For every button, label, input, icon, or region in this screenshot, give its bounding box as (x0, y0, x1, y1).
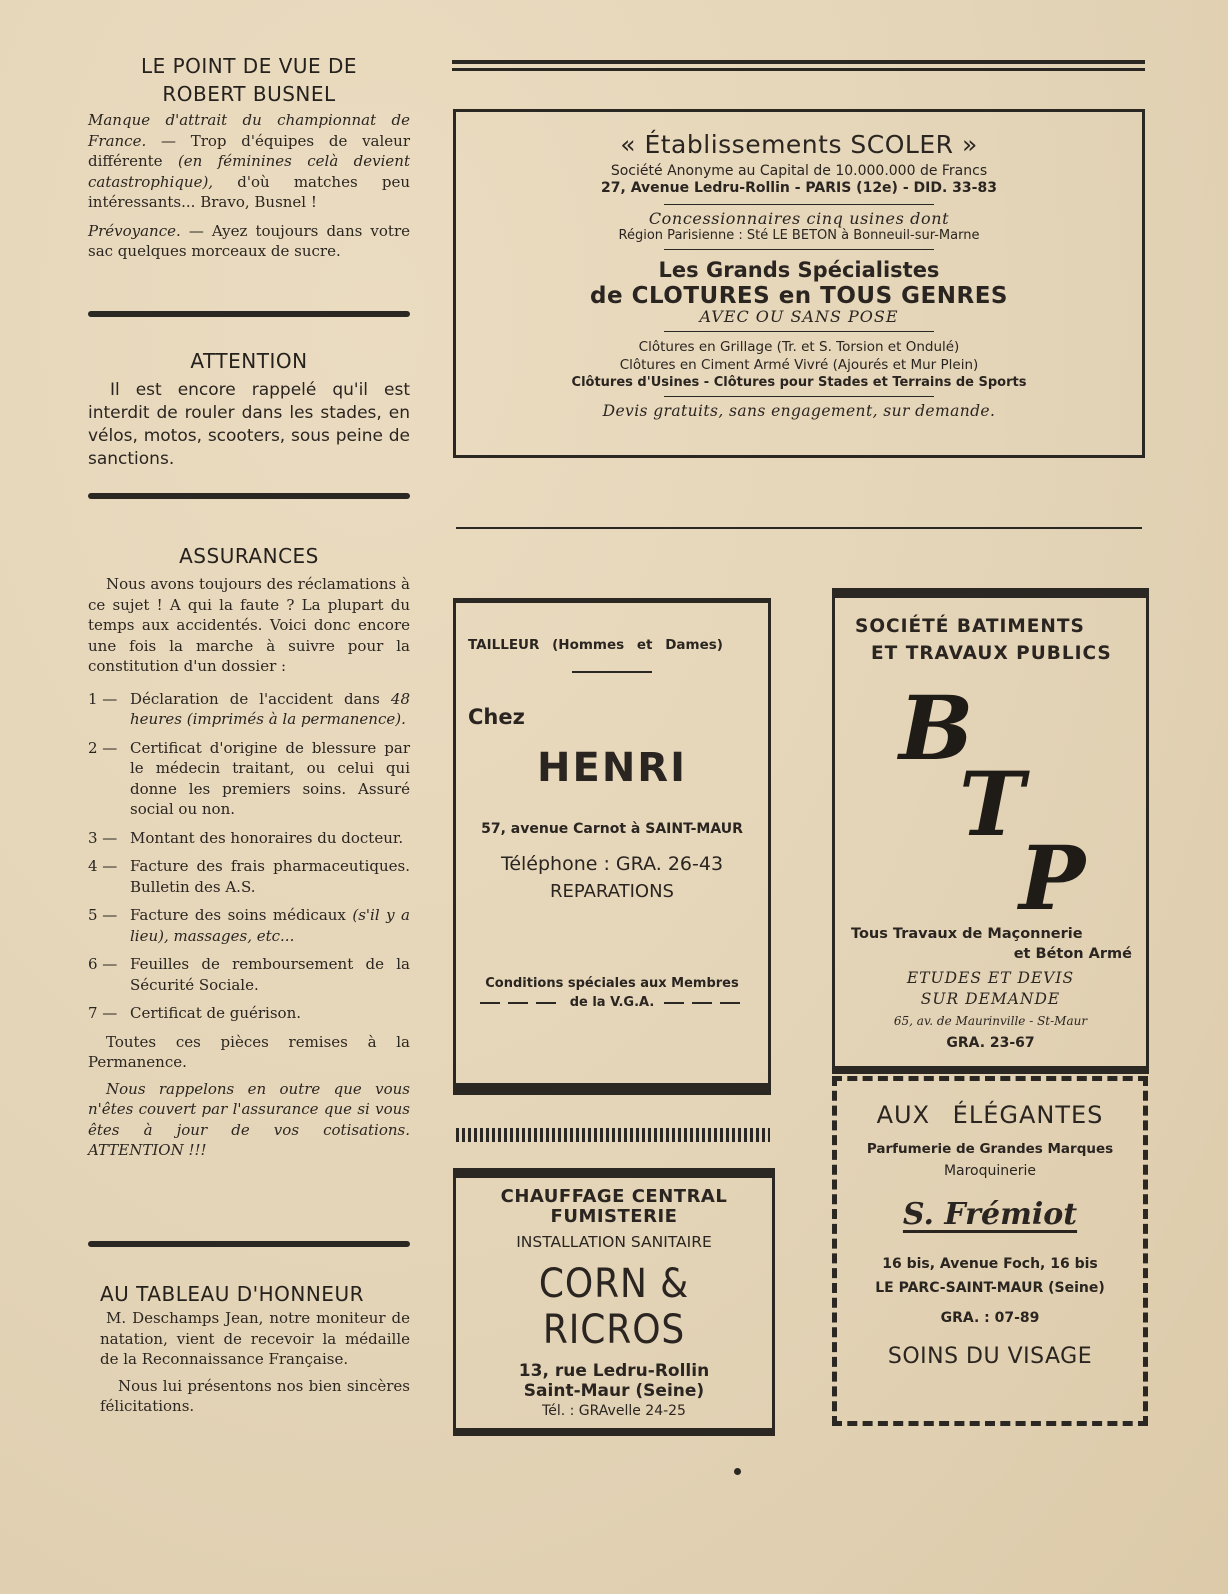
btp-works-1: Tous Travaux de Maçonnerie (851, 926, 1083, 942)
list-item-number: 7 — (88, 1004, 118, 1022)
list-item-italic: 48 heures (imprimés à la permanence). (130, 689, 410, 728)
busnel-paragraph-1 (88, 110, 410, 213)
dash-decoration (664, 1002, 744, 1004)
list-item-number: 6 — (88, 955, 118, 973)
corn-ricros-ad (453, 1168, 775, 1436)
scoler-line-3: Clôtures d'Usines - Clôtures pour Stades et Terrains de Sports (571, 375, 1027, 390)
attention-title: ATTENTION (190, 349, 308, 373)
list-item-number: 3 — (88, 828, 118, 847)
scoler-concession: Concessionnaires cinq usines dont (648, 209, 950, 228)
honneur-title: AU TABLEAU D'HONNEUR (100, 1282, 364, 1306)
henri-chez: Chez (468, 705, 525, 729)
assurances-closing: Toutes ces pièces remises à la Permanence. (88, 1032, 410, 1071)
henri-rule (572, 671, 652, 673)
elegantes-address-1: 16 bis, Avenue Foch, 16 bis (882, 1256, 1098, 1272)
assurances-intro: Nous avons toujours des réclamations à ce sujet ! A qui la faute ? La plupart du temps aux accidentés. Voici donc encore une fois la marche à suivre pour la constitution d'un dossier : (88, 575, 410, 675)
btp-letter-p: P (1019, 826, 1086, 930)
scoler-region: Région Parisienne : Sté LE BETON à Bonneuil-sur-Marne (618, 228, 980, 243)
list-item (88, 689, 410, 730)
list-item-text (130, 954, 410, 995)
list-item (88, 954, 410, 995)
list-item-number: 4 — (88, 857, 118, 875)
scoler-headline-1: Les Grands Spécialistes (658, 258, 940, 282)
btp-name-2: ET TRAVAUX PUBLICS (871, 643, 1112, 664)
henri-phone: Téléphone : GRA. 26-43 (500, 853, 724, 875)
elegantes-line-2: Maroquinerie (943, 1163, 1037, 1179)
busnel-section (88, 52, 410, 262)
elegantes-ad (832, 1076, 1148, 1426)
list-item-text (130, 828, 410, 849)
btp-works-2: et Béton Armé (1013, 946, 1132, 962)
busnel-p1-italic-1: Manque d'attrait du championnat de France. (88, 111, 410, 150)
divider-bar (88, 1241, 410, 1247)
list-item-number: 1 — (88, 689, 118, 708)
honneur-paragraph-2: Nous lui présentons nos bien sincères félicitations. (100, 1376, 410, 1415)
list-item-body: Feuilles de remboursement de la Sécurité Sociale. (130, 955, 410, 994)
corn-line-3: INSTALLATION SANITAIRE (516, 1233, 712, 1251)
scoler-ad (453, 109, 1145, 458)
list-item-body: Déclaration de l'accident dans (130, 689, 391, 708)
scoler-rule (664, 331, 934, 332)
scoler-headline-2: de CLOTURES en TOUS GENRES (590, 283, 1008, 309)
btp-phone: GRA. 23-67 (946, 1035, 1035, 1051)
list-item-text (130, 738, 410, 820)
busnel-title-1: LE POINT DE VUE DE (140, 54, 358, 78)
top-double-rule (452, 60, 1145, 72)
btp-letter-b: B (899, 676, 974, 780)
scoler-capital: Société Anonyme au Capital de 10.000.000 de Francs (610, 163, 988, 179)
list-item (88, 1003, 410, 1024)
henri-repairs: REPARATIONS (550, 881, 674, 902)
btp-etudes-1: ETUDES ET DEVIS (906, 969, 1075, 987)
honneur-paragraph-1: M. Deschamps Jean, notre moniteur de natation, vient de recevoir la médaille de la Reconnaissance Française. (100, 1309, 410, 1368)
busnel-p2-italic: Prévoyance. (88, 221, 181, 240)
divider-bar (88, 311, 410, 317)
tick-strip-decoration (456, 1128, 770, 1142)
list-item-number: 5 — (88, 906, 118, 924)
busnel-p1-normal-1: — Trop d'équipes de valeur différente (88, 131, 410, 170)
henri-conditions-row (456, 995, 768, 1010)
list-item (88, 738, 410, 820)
list-item (88, 905, 410, 946)
scoler-rule (664, 396, 934, 397)
henri-trade: TAILLEUR (Hommes et Dames) (468, 637, 723, 653)
elegantes-title: AUX ÉLÉGANTES (876, 1101, 1104, 1129)
busnel-title-2: ROBERT BUSNEL (162, 82, 336, 106)
list-item (88, 828, 410, 849)
divider-bar (88, 493, 410, 499)
scoler-rule (664, 249, 934, 250)
honneur-section (100, 1280, 410, 1417)
list-item-italic: (s'il y a lieu), massages, etc... (130, 906, 410, 945)
btp-etudes-2: SUR DEMANDE (920, 990, 1061, 1008)
btp-ad (832, 588, 1149, 1074)
corn-address-2: Saint-Maur (Seine) (523, 1381, 705, 1401)
list-item-body: Certificat d'origine de blessure par le médecin traitant, ou celui qui donne les premiers soins. Assuré social ou non. (130, 738, 410, 818)
attention-section (88, 347, 410, 471)
list-item-number: 2 — (88, 738, 118, 757)
btp-name-1: SOCIÉTÉ BATIMENTS (855, 616, 1085, 637)
scoler-line-1: Clôtures en Grillage (Tr. et S. Torsion et Ondulé) (638, 339, 960, 355)
list-item-body: Certificat de guérison. (130, 1004, 302, 1022)
henri-name: HENRI (537, 745, 687, 791)
busnel-p2-normal: — Ayez toujours dans votre sac quelques morceaux de sucre. (88, 221, 410, 260)
scoler-name: « Établissements SCOLER » (620, 130, 978, 159)
dash-decoration (480, 1002, 560, 1004)
busnel-paragraph-2 (88, 221, 410, 262)
elegantes-signature: S. Frémiot (902, 1197, 1078, 1232)
list-item-text (130, 905, 410, 946)
corn-line-1: CHAUFFAGE CENTRAL (500, 1186, 728, 1207)
scoler-pose: AVEC OU SANS POSE (699, 307, 899, 326)
corn-address-1: 13, rue Ledru-Rollin (518, 1361, 710, 1381)
middle-rule (456, 527, 1142, 529)
page-dot (734, 1468, 741, 1475)
henri-address: 57, avenue Carnot à SAINT-MAUR (481, 821, 743, 837)
list-item-text (130, 856, 410, 897)
left-column (88, 52, 410, 262)
corn-name: CORN & RICROS (538, 1261, 690, 1353)
btp-address: 65, av. de Maurinville - St-Maur (893, 1014, 1088, 1028)
elegantes-phone: GRA. : 07-89 (940, 1310, 1040, 1326)
busnel-p1-italic-2: (en féminines celà devient catastrophique), (88, 152, 410, 191)
list-item-text (130, 1003, 410, 1024)
list-item-body: Facture des soins médicaux (130, 906, 353, 924)
elegantes-line-1: Parfumerie de Grandes Marques (866, 1141, 1114, 1157)
assurances-note: Nous rappelons en outre que vous n'êtes couvert par l'assurance que si vous êtes à jour de vos cotisations. ATTENTION !!! (88, 1079, 410, 1159)
attention-text: Il est encore rappelé qu'il est interdit de rouler dans les stades, en vélos, motos, scooters, sous peine de sanctions. (88, 380, 410, 469)
henri-ad (453, 598, 771, 1095)
scoler-devis: Devis gratuits, sans engagement, sur demande. (602, 402, 996, 420)
elegantes-soins: SOINS DU VISAGE (887, 1344, 1093, 1369)
assurances-title: ASSURANCES (179, 544, 319, 568)
scoler-address: 27, Avenue Ledru-Rollin - PARIS (12e) - DID. 33-83 (601, 180, 997, 196)
scoler-rule (664, 204, 934, 205)
elegantes-address-2: LE PARC-SAINT-MAUR (Seine) (875, 1280, 1105, 1296)
assurances-section (88, 542, 410, 1161)
list-item-text (130, 689, 410, 730)
list-item-body: Montant des honoraires du docteur. (130, 828, 404, 847)
btp-letter-t: T (959, 752, 1025, 856)
henri-conditions-2: de la V.G.A. (569, 995, 655, 1010)
list-item (88, 856, 410, 897)
corn-phone: Tél. : GRAvelle 24-25 (542, 1403, 686, 1419)
assurances-list (88, 689, 410, 1024)
list-item-body: Facture des frais pharmaceutiques. Bulletin des A.S. (130, 857, 410, 896)
busnel-p1-normal-2: d'où matches peu intéressants... Bravo, Busnel ! (88, 172, 410, 211)
henri-conditions-1: Conditions spéciales aux Membres (485, 976, 739, 991)
scoler-line-2: Clôtures en Ciment Armé Vivré (Ajourés et Mur Plein) (619, 357, 979, 373)
corn-line-2: FUMISTERIE (550, 1206, 678, 1227)
